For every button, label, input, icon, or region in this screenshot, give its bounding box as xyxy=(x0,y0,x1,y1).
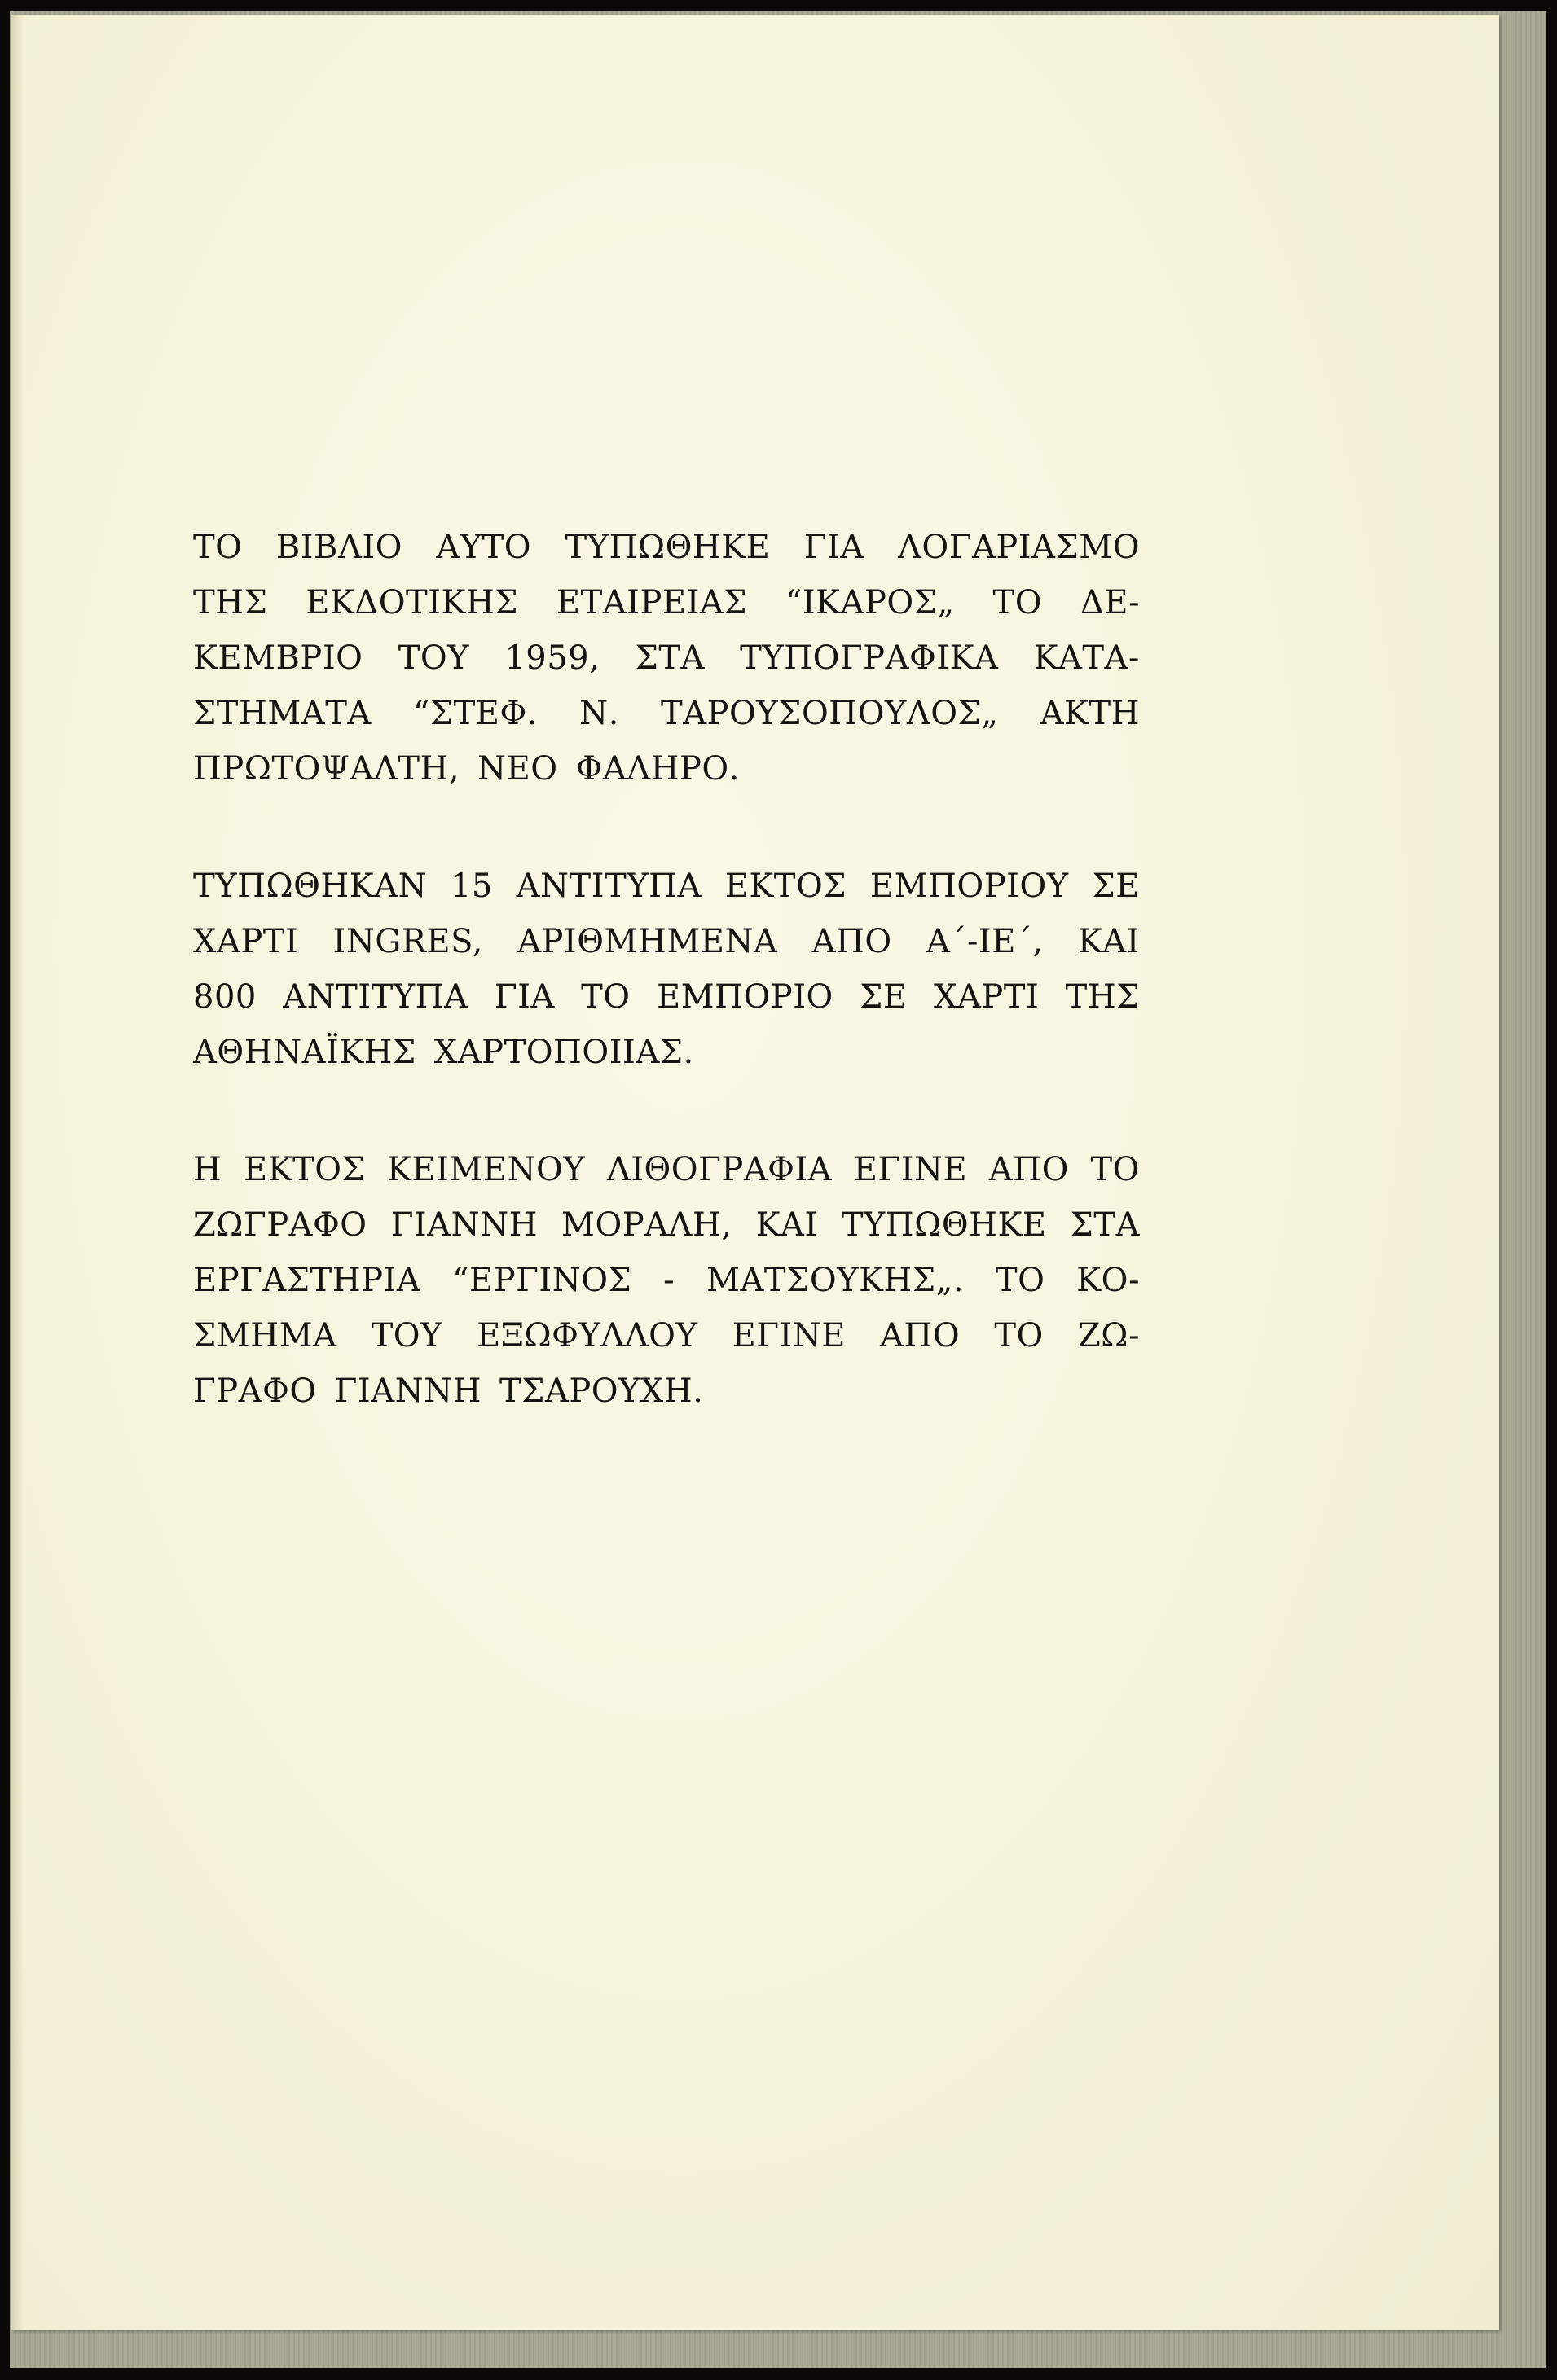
word: ΑΥΤΟ xyxy=(436,529,532,566)
text-line xyxy=(193,969,1140,1025)
word: ΑΝΤΙΤΥΠΑ xyxy=(283,978,468,1016)
word: ΣΕ xyxy=(1092,867,1140,905)
word: ΓΡΑΦΟ xyxy=(193,1372,317,1410)
colophon-paragraph xyxy=(193,858,1140,1080)
word: 1959, xyxy=(504,639,600,677)
word: Η xyxy=(193,1151,222,1188)
word: “ΕΡΓΙΝΟΣ xyxy=(452,1262,632,1299)
word: ΕΡΓΑΣΤΗΡΙΑ xyxy=(193,1262,421,1299)
word: - xyxy=(663,1262,675,1299)
word: ΓΙΑ xyxy=(494,978,555,1016)
word: ΦΑΛΗΡΟ. xyxy=(575,750,740,788)
word: ΜΑΤΣΟΥΚΗΣ„. xyxy=(706,1262,965,1299)
word: “ΙΚΑΡΟΣ„ xyxy=(785,584,955,621)
text-line xyxy=(193,520,1140,575)
word: ΚΟ- xyxy=(1076,1262,1140,1299)
word: ΕΞΩΦΥΛΛΟΥ xyxy=(477,1317,698,1355)
word: ΚΑΙ xyxy=(755,1206,818,1244)
word: ΤΥΠΩΘΗΚΕ xyxy=(841,1206,1047,1244)
word: ΖΩ- xyxy=(1077,1317,1140,1355)
colophon-text xyxy=(193,520,1140,1481)
word: ΤΟ xyxy=(992,584,1043,621)
word: ΕΓΙΝΕ xyxy=(732,1317,846,1355)
word: ΤΗΣ xyxy=(1065,978,1140,1016)
word: ΒΙΒΛΙΟ xyxy=(275,529,402,566)
word: ΕΚΤΟΣ xyxy=(244,1151,366,1188)
word: ΑΠΟ xyxy=(811,923,892,960)
word: ΤΟ xyxy=(995,1262,1045,1299)
text-line xyxy=(193,1308,1140,1363)
word: ΣΕ xyxy=(860,978,908,1016)
word: ΝΕΟ xyxy=(477,750,558,788)
word: 800 xyxy=(193,978,257,1016)
word: ΣΜΗΜΑ xyxy=(193,1317,337,1355)
word: ΤΑΡΟΥΣΟΠΟΥΛΟΣ„ xyxy=(660,695,999,732)
word: 15 xyxy=(450,867,493,905)
word: ΣΤΗΜΑΤΑ xyxy=(193,695,372,732)
word: ΑΚΤΗ xyxy=(1040,695,1140,732)
word: ΤΟ xyxy=(193,529,243,566)
text-line xyxy=(193,1197,1140,1253)
word: ΓΙΑΝΝΗ xyxy=(334,1372,482,1410)
text-line xyxy=(193,858,1140,914)
word: ΕΤΑΙΡΕΙΑΣ xyxy=(556,584,748,621)
word: ΑΠΟ xyxy=(988,1151,1069,1188)
word: ΧΑΡΤΙ xyxy=(934,978,1040,1016)
word: ΛΙΘΟΓΡΑΦΙΑ xyxy=(606,1151,833,1188)
word: ΚΑΤΑ- xyxy=(1033,639,1140,677)
word: ΕΚΤΟΣ xyxy=(724,867,847,905)
text-line xyxy=(193,575,1140,630)
word: ΠΡΩΤΟΨΑΛΤΗ, xyxy=(193,750,460,788)
word: ΤΟ xyxy=(581,978,631,1016)
text-line xyxy=(193,630,1140,686)
word: ΔΕ- xyxy=(1080,584,1140,621)
text-line xyxy=(193,1142,1140,1197)
word: Α΄-ΙΕ΄, xyxy=(926,923,1044,960)
text-line xyxy=(193,1253,1140,1308)
page-edge xyxy=(11,15,24,2330)
word: ΤΣΑΡΟΥΧΗ. xyxy=(499,1372,704,1410)
text-line xyxy=(193,741,1140,797)
word: ΓΙΑΝΝΗ xyxy=(390,1206,538,1244)
word: ΚΕΜΒΡΙΟ xyxy=(193,639,363,677)
word: ΣΤΑ xyxy=(635,639,705,677)
word: ΤΟ xyxy=(994,1317,1044,1355)
text-line xyxy=(193,1025,1140,1080)
text-line xyxy=(193,914,1140,969)
word: ΚΕΙΜΕΝΟΥ xyxy=(386,1151,586,1188)
word: ΑΡΙΘΜΗΜΕΝΑ xyxy=(517,923,778,960)
word: “ΣΤΕΦ. xyxy=(412,695,539,732)
word: ΕΜΠΟΡΙΟΥ xyxy=(869,867,1069,905)
word: ΤΥΠΩΘΗΚΑΝ xyxy=(193,867,428,905)
word: ΖΩΓΡΑΦΟ xyxy=(193,1206,367,1244)
word: ΑΠΟ xyxy=(880,1317,961,1355)
word: ΤΥΠΩΘΗΚΕ xyxy=(565,529,771,566)
word: ΤΥΠΟΓΡΑΦΙΚΑ xyxy=(740,639,999,677)
word: ΑΘΗΝΑΪΚΗΣ xyxy=(193,1034,416,1071)
word: Ν. xyxy=(579,695,619,732)
text-line xyxy=(193,686,1140,741)
word: ΤΟ xyxy=(1090,1151,1140,1188)
colophon-paragraph xyxy=(193,520,1140,797)
colophon-paragraph xyxy=(193,1142,1140,1419)
word: ΕΓΙΝΕ xyxy=(853,1151,968,1188)
word: INGRES, xyxy=(332,923,483,960)
text-line xyxy=(193,1363,1140,1419)
word: ΤΟΥ xyxy=(371,1317,443,1355)
word: ΓΙΑ xyxy=(803,529,864,566)
word: ΜΟΡΑΛΗ, xyxy=(561,1206,732,1244)
word: ΤΗΣ xyxy=(193,584,268,621)
word: ΑΝΤΙΤΥΠΑ xyxy=(516,867,702,905)
word: ΧΑΡΤΟΠΟΙΙΑΣ. xyxy=(433,1034,694,1071)
word: ΣΤΑ xyxy=(1070,1206,1140,1244)
word: ΛΟΓΑΡΙΑΣΜΟ xyxy=(898,529,1140,566)
word: ΕΜΠΟΡΙΟ xyxy=(656,978,833,1016)
word: ΕΚΔΟΤΙΚΗΣ xyxy=(306,584,519,621)
word: ΧΑΡΤΙ xyxy=(193,923,299,960)
word: ΤΟΥ xyxy=(398,639,470,677)
word: ΚΑΙ xyxy=(1077,923,1140,960)
